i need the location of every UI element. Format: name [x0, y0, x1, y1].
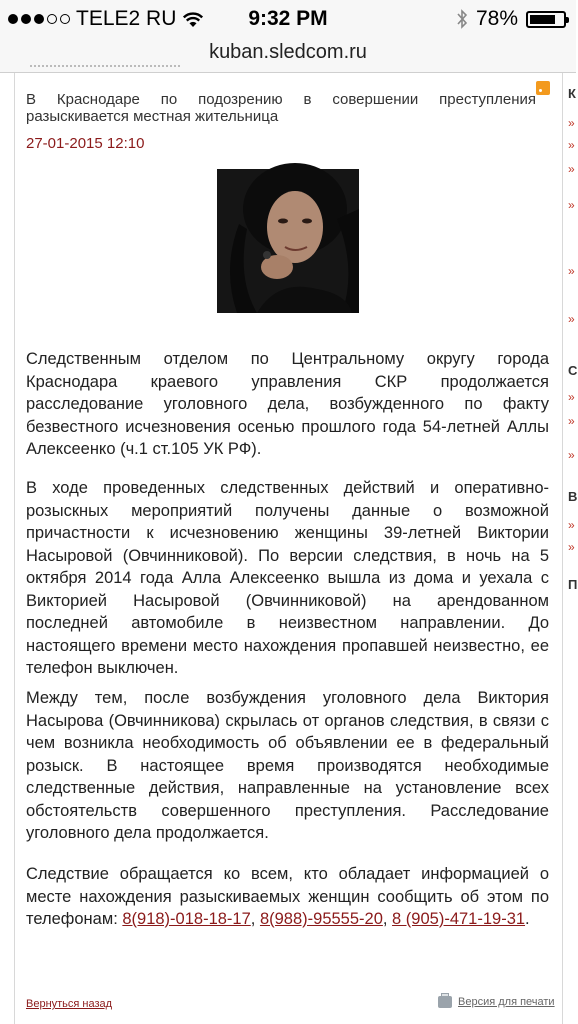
phone-separator: ,: [250, 910, 260, 928]
right-column-border: [562, 73, 563, 1024]
phone-link-3[interactable]: 8 (905)-471-19-31: [392, 910, 526, 928]
sidebar-bullet: »: [568, 264, 575, 278]
paragraph-1: Следственным отделом по Центральному округу города Краснодара краевого управления СКР продолжается расследование уголовного дела, возбужденного по факту безвестного исчезновения осенью прошлого года 54-летней Аллы Алексеенко (ч.1 ст.105 УК РФ).: [26, 350, 549, 458]
cutoff-text-above: [30, 65, 180, 77]
printer-icon: [438, 996, 452, 1008]
paragraph-3: Между тем, после возбуждения уголовного дела Виктория Насырова (Овчинникова) скрылась от органов следствия, в связи с чем возникла необходимость об объявлении ее в федеральный розыск. В настоящее время производятся необходимые следственные действия, направленные на установление всех обстоятельств совершенного преступления. Расследование уголовного дела продолжается.: [26, 689, 549, 842]
sidebar-heading-fragment: П: [568, 577, 578, 592]
web-page: [0, 73, 576, 1024]
sidebar-bullet: »: [568, 540, 575, 554]
print-link[interactable]: Версия для печати: [458, 996, 555, 1008]
rss-icon[interactable]: [536, 81, 550, 95]
left-column-border: [14, 73, 15, 1024]
status-bar: [0, 0, 576, 38]
sidebar-bullet: »: [568, 138, 575, 152]
sidebar-bullet: »: [568, 162, 575, 176]
sidebar-bullet: »: [568, 390, 575, 404]
sidebar-bullet: »: [568, 414, 575, 428]
article-headline: В Краснодаре по подозрению в совершении преступления разыскивается местная жительница: [26, 91, 536, 125]
phone-link-1[interactable]: 8(918)-018-18-17: [122, 910, 251, 928]
status-right-group: [456, 7, 566, 31]
bluetooth-icon: [456, 9, 468, 29]
sidebar-bullet: »: [568, 518, 575, 532]
sidebar-heading-fragment: В: [568, 489, 578, 504]
paragraph-4: [26, 863, 549, 931]
sidebar-heading-fragment: С: [568, 363, 578, 378]
sidebar-bullet: »: [568, 198, 575, 212]
battery-icon: [526, 11, 566, 28]
article-date: 27-01-2015 12:10: [26, 135, 145, 152]
article-photo: [217, 169, 359, 313]
back-link[interactable]: Вернуться назад: [26, 998, 113, 1010]
portrait-image: [217, 169, 359, 313]
paragraph-2: В ходе проведенных следственных действий и оперативно-розыскных мероприятий получены данные о возможной причастности к исчезновению женщины 39-летней Виктории Насыровой (Овчинниковой). По версии следствия, в ночь на 5 октября 2014 года Алла Алексеенко вышла из дома и уехала с Викторией Насыровой (Овчинниковой) на арендованном последней автомобиле в неизвестном направлении. До настоящего времени место нахождения пропавшей неизвестно, ее телефон выключен.: [26, 479, 549, 677]
carrier-name: TELE2 RU: [76, 7, 177, 30]
clock: 9:32 PM: [248, 7, 328, 30]
sidebar-heading-fragment: К: [568, 86, 576, 101]
sentence-end: .: [525, 910, 530, 928]
battery-percent: 78%: [475, 7, 518, 30]
sidebar-bullet: »: [568, 312, 575, 326]
phone-separator: ,: [382, 910, 393, 928]
sidebar-bullet: »: [568, 448, 575, 462]
contact-intro: Следствие обращается ко всем, кто обладает информацией о месте нахождения разыскиваемых женщин сообщить об этом по телефонам:: [26, 865, 549, 928]
url-domain: kuban.sledcom.ru: [209, 41, 367, 63]
phone-link-2[interactable]: 8(988)-95555-20: [259, 910, 383, 928]
print-version[interactable]: [438, 996, 555, 1008]
sidebar-bullet: »: [568, 116, 575, 130]
